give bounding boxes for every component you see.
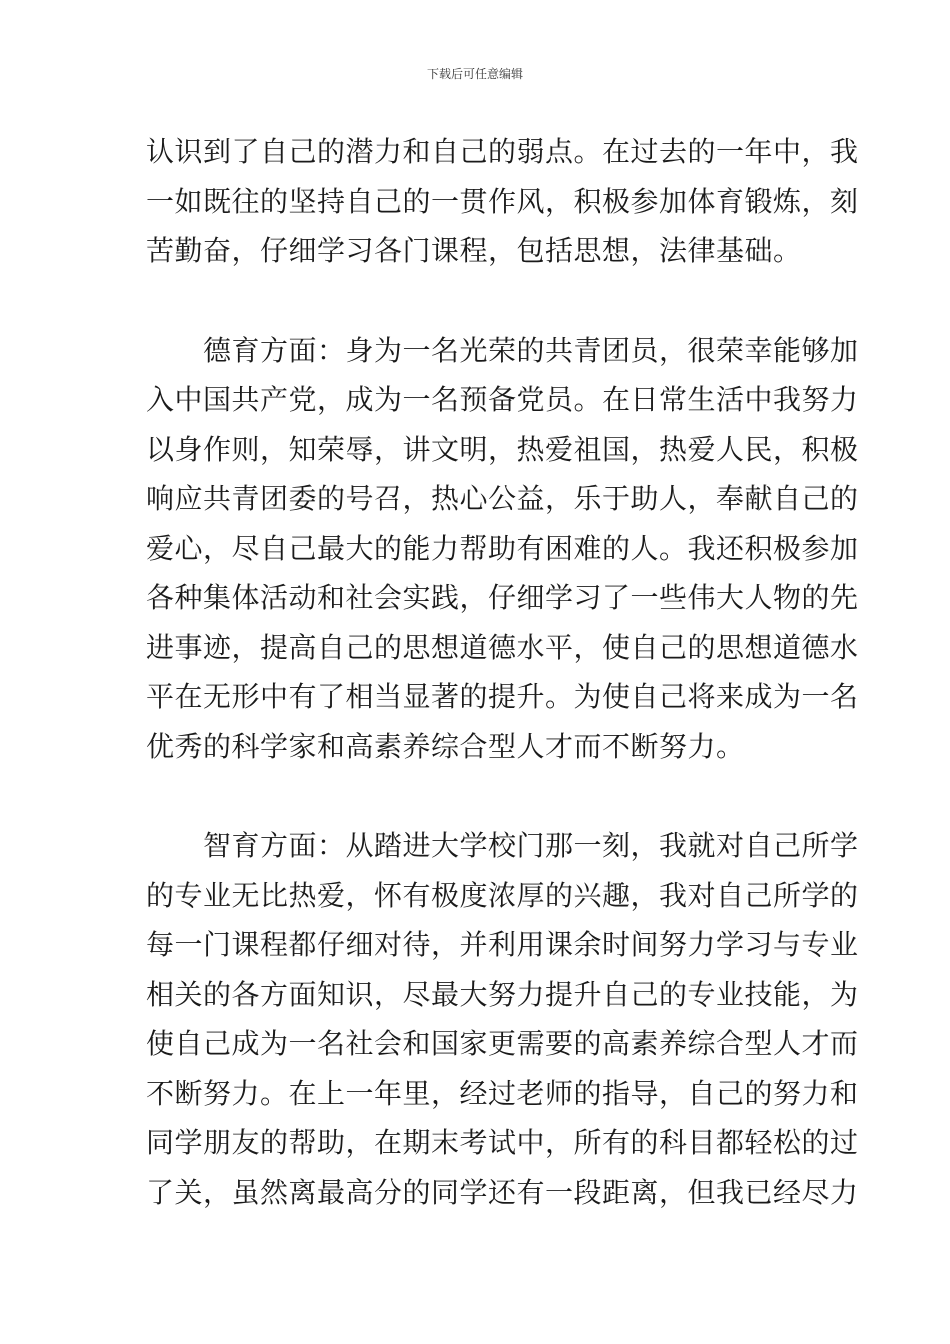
text-line: 使自己成为一名社会和国家更需要的高素养综合型人才而 (146, 1027, 859, 1060)
text-line: 爱心，尽自己最大的能力帮助有困难的人。我还积极参加 (146, 531, 859, 565)
paragraph-moral-education (146, 326, 859, 772)
paragraph-intellectual-education (146, 821, 859, 1217)
text-line: 优秀的科学家和高素养综合型人才而不断努力。 (146, 729, 745, 763)
text-line: 各种集体活动和社会实践，仔细学习了一些伟大人物的先 (146, 581, 859, 614)
text-line: 智育方面：从踏进大学校门那一刻，我就对自己所学 (146, 829, 859, 862)
text-line: 以身作则，知荣辱，讲文明，热爱祖国，热爱人民，积极 (146, 432, 859, 466)
text-line: 相关的各方面知识，尽最大努力提升自己的专业技能，为 (146, 977, 859, 1011)
text-line: 认识到了自己的潜力和自己的弱点。在过去的一年中，我 (146, 135, 859, 168)
text-line: 不断努力。在上一年里，经过老师的指导，自己的努力和 (146, 1076, 859, 1110)
paragraph-intro (146, 127, 859, 276)
paragraph-gap (146, 771, 808, 821)
text-line: 苦勤奋，仔细学习各门课程，包括思想，法律基础。 (146, 234, 802, 267)
text-line: 德育方面：身为一名光荣的共青团员，很荣幸能够加 (146, 333, 859, 367)
text-line: 每一门课程都仔细对待，并利用课余时间努力学习与专业 (146, 928, 859, 961)
text-line: 一如既往的坚持自己的一贯作风，积极参加体育锻炼，刻 (146, 184, 859, 218)
text-line: 的专业无比热爱，怀有极度浓厚的兴趣，我对自己所学的 (146, 878, 859, 912)
text-line: 了关，虽然离最高分的同学还有一段距离，但我已经尽力 (146, 1175, 859, 1209)
page-header: 下载后可任意编辑 (426, 67, 523, 81)
text-line: 平在无形中有了相当显著的提升。为使自己将来成为一名 (146, 680, 859, 713)
text-line: 响应共青团委的号召，热心公益，乐于助人，奉献自己的 (146, 482, 859, 515)
text-line: 入中国共产党，成为一名预备党员。在日常生活中我努力 (146, 383, 859, 416)
paragraph-gap (146, 276, 808, 326)
text-line: 同学朋友的帮助，在期末考试中，所有的科目都轻松的过 (146, 1126, 859, 1159)
text-line: 进事迹，提高自己的思想道德水平，使自己的思想道德水 (146, 630, 859, 664)
document-body (146, 127, 859, 1217)
